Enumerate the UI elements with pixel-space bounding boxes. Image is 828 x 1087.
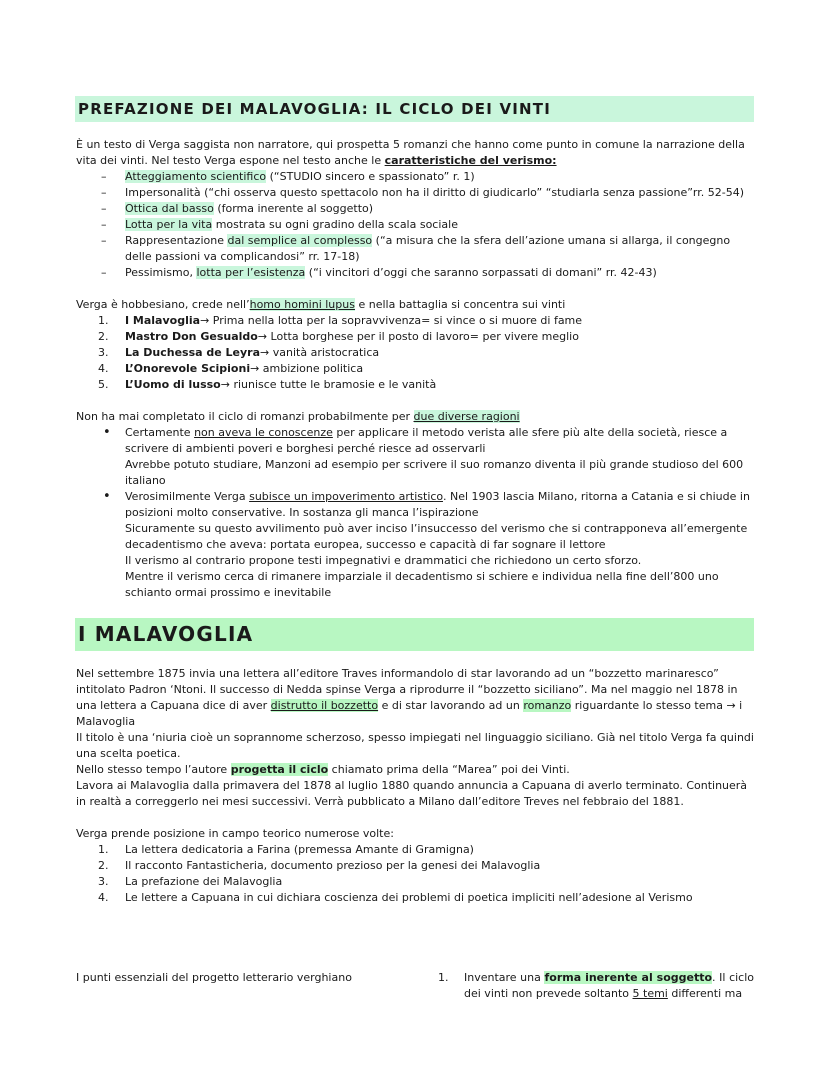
feature-text: (“a misura che la sfera dell’azione umana si allarga, il congegno delle passioni va complicandosi” rr. 17-18): [125, 234, 731, 263]
novel-desc: → vanità aristocratica: [260, 346, 380, 359]
hobbes-pre: Verga è hobbesiano, crede nell’: [76, 298, 250, 311]
dash-marker: –: [101, 186, 107, 199]
reason-pre: Verosimilmente Verga: [125, 490, 250, 503]
point-pre: Inventare una: [464, 971, 545, 984]
feature-text: (“STUDIO sincero e spassionato” r. 1): [266, 170, 475, 183]
list-item: [76, 217, 756, 233]
history-text: Nel settembre 1875 invia una lettera all’editore Traves informandolo di star lavorando ad un “bozzetto marinaresco” intitolato Padron ‘Ntoni. Il successo di Nedda spinse Verga a riprodurre il “bozzetto siciliano”. Ma nel maggio nel 1878 in una lettera a Capuana dice di aver: [76, 667, 738, 712]
feature-text: (“chi osserva questo spettacolo non ha il diritto di giudicarlo” “studiarla senza passione”rr. 52-54): [200, 186, 744, 199]
reason-underline: subisce un impoverimento artistico: [249, 490, 443, 503]
reason-pre: Certamente: [125, 426, 195, 439]
point-underline: 5 temi: [632, 987, 668, 1000]
cycle-highlight: progetta il ciclo: [230, 763, 329, 776]
list-item: [76, 874, 756, 890]
section-heading-malavoglia: I MALAVOGLIA: [75, 618, 754, 651]
essential-points-item: [438, 970, 754, 1002]
feature-highlight: Lotta per la vita: [125, 218, 213, 231]
section1-body: [76, 137, 756, 601]
section2-body: [76, 666, 756, 906]
point-highlight: forma inerente al soggetto: [544, 971, 713, 984]
novel-title: L’Onorevole Scipioni: [125, 362, 251, 375]
list-number: 4.: [98, 362, 109, 375]
bullet-marker: •: [103, 425, 111, 440]
list-item: [76, 842, 756, 858]
position-text: Il racconto Fantasticheria, documento prezioso per la genesi dei Malavoglia: [125, 859, 541, 872]
list-number: 4.: [98, 891, 109, 904]
dash-marker: –: [101, 218, 107, 231]
reason-extra: Il verismo al contrario propone testi impegnativi e drammatici che richiedono un certo sforzo.: [125, 554, 642, 567]
list-item: [76, 425, 756, 489]
list-number: 1.: [98, 843, 109, 856]
bullet-marker: •: [103, 489, 111, 504]
feature-text: (“i vincitori d’oggi che saranno sorpassati di domani” rr. 42-43): [305, 266, 657, 279]
novel-desc: → Prima nella lotta per la sopravvivenza= si vince o si muore di fame: [200, 314, 583, 327]
feature-highlight: Ottica dal basso: [125, 202, 214, 215]
history-highlight: distrutto il bozzetto: [270, 699, 379, 712]
feature-highlight: dal semplice al complesso: [227, 234, 373, 247]
novel-desc: → ambizione politica: [250, 362, 364, 375]
list-item: [76, 265, 756, 281]
reason-extra: Sicuramente su questo avvilimento può aver inciso l’insuccesso del verismo che si contrapponeva all’emergente decadentismo che aveva: portata europea, successo e capacità di far sognare il lettore: [125, 522, 748, 551]
dash-marker: –: [101, 202, 107, 215]
novel-desc: → riunisce tutte le bramosie e le vanità: [220, 378, 437, 391]
list-item: [76, 489, 756, 601]
position-text: Le lettere a Capuana in cui dichiara coscienza dei problemi di poetica impliciti nell’adesione al Verismo: [125, 891, 693, 904]
cycle-text: Nello stesso tempo l’autore: [76, 763, 231, 776]
list-number: 2.: [98, 330, 109, 343]
history-text: riguardante lo stesso tema → i Malavoglia: [76, 699, 743, 728]
position-text: La prefazione dei Malavoglia: [125, 875, 283, 888]
list-item: [76, 890, 756, 906]
publication-paragraph: Lavora ai Malavoglia dalla primavera del 1878 al luglio 1880 quando annuncia a Capuana di averlo terminato. Continuerà in realtà a correggerlo nei mesi successivi. Verrà pubblicato a Milano dall’editore Treves nel febbraio del 1881.: [76, 779, 748, 808]
list-item: [76, 329, 756, 345]
position-text: La lettera dedicatoria a Farina (premessa Amante di Gramigna): [125, 843, 474, 856]
novel-title: L’Uomo di lusso: [125, 378, 221, 391]
feature-highlight: Atteggiamento scientifico: [125, 170, 267, 183]
history-highlight: romanzo: [523, 699, 572, 712]
feature-prefix: Pessimismo,: [125, 266, 197, 279]
list-item: [76, 313, 756, 329]
list-number: 1.: [98, 314, 109, 327]
dash-marker: –: [101, 170, 107, 183]
reason-underline: non aveva le conoscenze: [194, 426, 333, 439]
list-number: 5.: [98, 378, 109, 391]
novels-list: [76, 313, 756, 393]
reason-post: . Nel 1903 lascia Milano, ritorna a Catania e si chiude in posizioni molto conservative. In sostanza gli manca l’ispirazione: [125, 490, 750, 519]
novel-desc: → Lotta borghese per il posto di lavoro= per vivere meglio: [257, 330, 579, 343]
list-number: 2.: [98, 859, 109, 872]
intro-key: caratteristiche del verismo:: [384, 154, 557, 167]
list-item: [76, 185, 756, 201]
list-item: [76, 377, 756, 393]
never-completed-paragraph: [76, 409, 756, 425]
never-highlight: due diverse ragioni: [413, 410, 520, 423]
list-number: 3.: [98, 875, 109, 888]
list-item: [76, 361, 756, 377]
hobbes-highlight: homo homini lupus: [249, 298, 355, 311]
feature-prefix: Rappresentazione: [125, 234, 228, 247]
positions-list: [76, 842, 756, 906]
list-number: 3.: [98, 346, 109, 359]
verismo-features-list: [76, 169, 756, 281]
novel-title: La Duchessa de Leyra: [125, 346, 261, 359]
reason-post: per applicare il metodo verista alle sfere più alte della società, riesce a scrivere di ambienti poveri e borghesi perché riesce ad osservarli: [125, 426, 728, 455]
cycle-text: chiamato prima della “Marea” poi dei Vinti.: [328, 763, 570, 776]
list-item: [76, 201, 756, 217]
novel-title: I Malavoglia: [125, 314, 201, 327]
cycle-paragraph: [76, 762, 756, 778]
dash-marker: –: [101, 266, 107, 279]
feature-highlight: lotta per l’esistenza: [196, 266, 306, 279]
feature-name: Impersonalità: [125, 186, 201, 199]
point-mid: . Il ciclo dei vinti non prevede soltanto: [464, 971, 755, 1000]
intro-text: È un testo di Verga saggista non narratore, qui prospetta 5 romanzi che hanno come punto in comune la narrazione della vita dei vinti. Nel testo Verga espone nel testo anche le: [76, 138, 745, 167]
positions-intro: Verga prende posizione in campo teorico numerose volte:: [76, 827, 394, 840]
intro-paragraph: [76, 137, 756, 169]
history-paragraph: [76, 666, 756, 730]
dash-marker: –: [101, 234, 107, 247]
list-item: [76, 233, 756, 265]
point-post: differenti ma: [667, 987, 743, 1000]
reason-extra: Mentre il verismo cerca di rimanere imparziale il decadentismo si schiere e individua nella fine dell’800 uno schianto ormai prossimo e inevitabile: [125, 570, 719, 599]
section-heading-prefazione: PREFAZIONE DEI MALAVOGLIA: IL CICLO DEI VINTI: [75, 96, 754, 122]
title-paragraph: Il titolo è una ‘niuria cioè un soprannome scherzoso, spesso impiegati nel linguaggio siciliano. Già nel titolo Verga fa quindi una scelta poetica.: [76, 731, 754, 760]
hobbes-paragraph: [76, 297, 756, 313]
feature-text: (forma inerente al soggetto): [213, 202, 374, 215]
feature-text: mostrata su ogni gradino della scala sociale: [212, 218, 458, 231]
list-item: [76, 345, 756, 361]
novel-title: Mastro Don Gesualdo: [125, 330, 258, 343]
reasons-list: [76, 425, 756, 601]
reason-extra: Avrebbe potuto studiare, Manzoni ad esempio per scrivere il suo romanzo diventa il più grande studioso del 600 italiano: [125, 458, 744, 487]
essential-point-text: [438, 970, 754, 1002]
never-pre: Non ha mai completato il ciclo di romanzi probabilmente per: [76, 410, 414, 423]
list-item: [76, 169, 756, 185]
list-number: 1.: [438, 971, 449, 984]
list-item: [76, 858, 756, 874]
history-text: e di star lavorando ad un: [378, 699, 524, 712]
hobbes-post: e nella battaglia si concentra sui vinti: [354, 298, 566, 311]
essential-points-label: I punti essenziali del progetto letterario verghiano: [76, 971, 352, 984]
